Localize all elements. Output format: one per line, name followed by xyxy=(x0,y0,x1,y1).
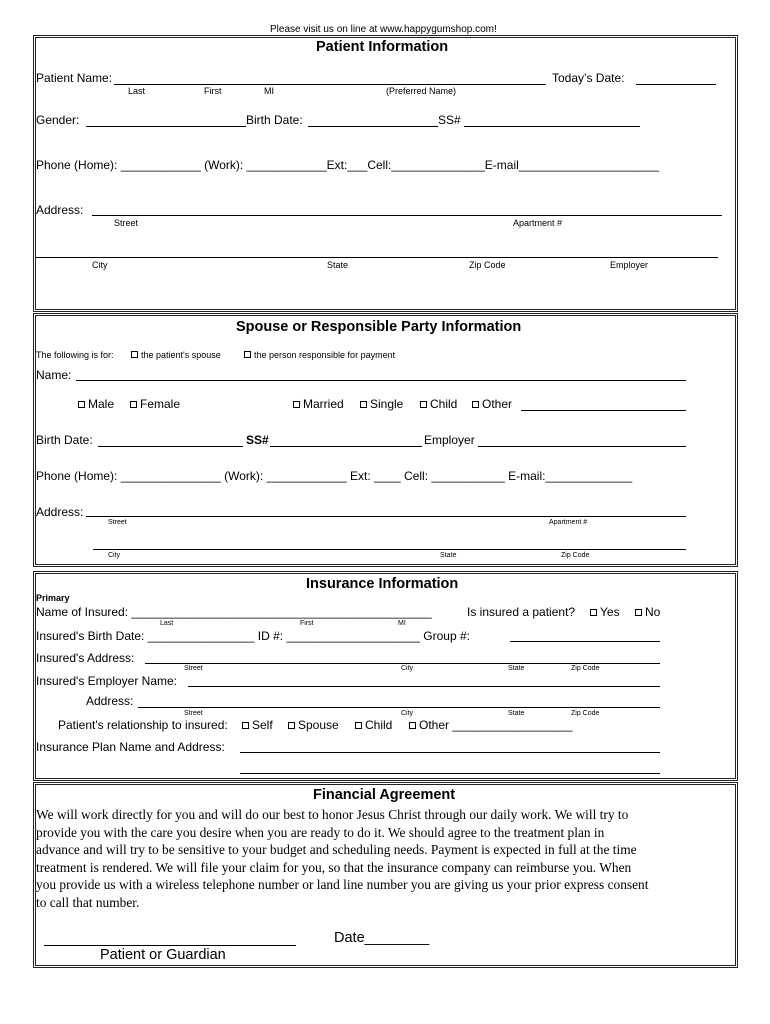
spouse-name-field[interactable] xyxy=(76,380,686,381)
checkbox-icon xyxy=(288,722,295,729)
relationship-label: Patient's relationship to insured: xyxy=(58,718,228,732)
insured-birth-line[interactable]: Insured's Birth Date: ________________ ID #: ____________________ Group #: xyxy=(36,629,470,643)
checkbox-icon xyxy=(244,351,251,358)
signer-label: Patient or Guardian xyxy=(100,947,226,963)
checkbox-icon xyxy=(131,351,138,358)
single-checkbox[interactable] xyxy=(360,397,403,411)
opt-spouse-label: the patient's spouse xyxy=(141,350,221,360)
ins-other-label: Other __________________ xyxy=(419,718,573,732)
financial-line: We will work directly for you and will do our best to honor Jesus Christ through our daily work. We will try to xyxy=(36,807,629,822)
date-line[interactable]: Date________ xyxy=(334,930,430,946)
ins-sub-state-2: State xyxy=(508,710,525,717)
group-field[interactable] xyxy=(510,641,660,642)
ins-sub-state: State xyxy=(508,665,525,672)
employer-address-label: Address: xyxy=(86,694,134,708)
spouse-ss-label: SS# xyxy=(246,433,269,447)
spouse-city-field[interactable] xyxy=(93,549,686,550)
self-label: Self xyxy=(252,718,273,732)
sub-label-state: State xyxy=(327,260,349,270)
ins-sub-last: Last xyxy=(160,620,174,627)
checkbox-icon xyxy=(130,401,137,408)
ins-sub-zip-2: Zip Code xyxy=(571,710,600,717)
sub-label-preferred: (Preferred Name) xyxy=(386,86,457,96)
financial-line: treatment is rendered. We will file your claim for you, so that the insurance company can reimburse you. When xyxy=(36,859,632,875)
sub-label-first: First xyxy=(204,86,222,96)
insured-employer-label: Insured's Employer Name: xyxy=(36,674,178,688)
ins-sub-street-2: Street xyxy=(184,710,203,717)
patient-street-field[interactable] xyxy=(92,215,722,216)
sub-label-zip: Zip Code xyxy=(469,260,506,270)
signature-field[interactable] xyxy=(44,945,296,946)
spouse-ss-field[interactable] xyxy=(270,446,422,447)
patient-address-label: Address: xyxy=(36,203,84,217)
financial-line: provide you with the care you desire when you are ready to do it. We should agree to the treatment plan in xyxy=(36,824,605,840)
checkbox-icon xyxy=(472,401,479,408)
spouse-sub-street: Street xyxy=(108,519,127,526)
male-label: Male xyxy=(88,397,115,411)
ins-sub-city-2: City xyxy=(401,710,414,717)
spouse-sub-state: State xyxy=(440,552,457,559)
for-label: The following is for: xyxy=(36,350,114,360)
patient-name-label: Patient Name: xyxy=(36,71,113,85)
financial-line: to call that number. xyxy=(36,894,140,910)
checkbox-icon xyxy=(360,401,367,408)
checkbox-icon xyxy=(293,401,300,408)
sub-label-last: Last xyxy=(128,86,146,96)
insured-address-field[interactable] xyxy=(145,663,660,664)
spouse-sub-city: City xyxy=(108,552,121,559)
no-checkbox[interactable] xyxy=(635,605,660,619)
sub-label-mi: MI xyxy=(264,86,274,96)
patient-phone-line[interactable]: Phone (Home): ____________ (Work): ____________Ext:___Cell:______________E-mail_____________________ xyxy=(36,158,659,172)
patient-city-field[interactable] xyxy=(36,257,718,258)
primary-label: Primary xyxy=(36,593,70,603)
financial-title: Financial Agreement xyxy=(313,787,456,803)
todays-date-label: Today’s Date: xyxy=(552,71,625,85)
spouse-street-field[interactable] xyxy=(86,516,686,517)
sub-label-city: City xyxy=(92,260,108,270)
is-patient-label: Is insured a patient? xyxy=(467,605,576,619)
checkbox-icon xyxy=(355,722,362,729)
employer-address-field[interactable] xyxy=(138,707,660,708)
yes-checkbox[interactable] xyxy=(590,605,620,619)
spouse-birth-label: Birth Date: xyxy=(36,433,93,447)
ss-field[interactable] xyxy=(464,126,640,127)
sub-label-street: Street xyxy=(114,218,139,228)
female-label: Female xyxy=(140,397,181,411)
spouse-birth-field[interactable] xyxy=(98,446,243,447)
todays-date-field[interactable] xyxy=(636,84,716,85)
sub-label-employer: Employer xyxy=(610,260,649,270)
checkbox-icon xyxy=(409,722,416,729)
insured-address-label: Insured's Address: xyxy=(36,651,135,665)
married-checkbox[interactable] xyxy=(293,397,344,411)
spouse-employer-label: Employer xyxy=(424,433,475,447)
ins-sub-zip: Zip Code xyxy=(571,665,600,672)
spouse-title: Spouse or Responsible Party Information xyxy=(236,319,522,335)
female-checkbox[interactable] xyxy=(130,397,180,411)
single-label: Single xyxy=(370,397,404,411)
opt-spouse-checkbox[interactable] xyxy=(131,350,221,360)
insured-name-line[interactable]: Name of Insured: _____________________________________________ xyxy=(36,605,432,619)
spouse-name-label: Name: xyxy=(36,368,72,382)
male-checkbox[interactable] xyxy=(78,397,114,411)
ins-child-checkbox[interactable] xyxy=(355,718,392,732)
opt-responsible-checkbox[interactable] xyxy=(244,350,395,360)
patient-name-field[interactable] xyxy=(114,84,546,85)
spouse-label: Spouse xyxy=(298,718,339,732)
yes-label: Yes xyxy=(600,605,620,619)
self-checkbox[interactable] xyxy=(242,718,273,732)
spouse-sub-zip: Zip Code xyxy=(561,552,590,559)
plan-field-1[interactable] xyxy=(240,752,660,753)
gender-label: Gender: xyxy=(36,113,80,127)
spouse-phone-line[interactable]: Phone (Home): _______________ (Work): ____________ Ext: ____ Cell: ___________ E-mail:_____________ xyxy=(36,469,633,483)
ins-sub-first: First xyxy=(300,620,314,627)
no-label: No xyxy=(645,605,661,619)
married-label: Married xyxy=(303,397,344,411)
patient-info-title: Patient Information xyxy=(316,39,449,55)
checkbox-icon xyxy=(590,609,597,616)
spouse-address-label: Address: xyxy=(36,505,84,519)
header-website-note: Please visit us on line at www.happygumshop.com! xyxy=(270,24,497,35)
ss-label: SS# xyxy=(438,113,461,127)
insured-employer-field[interactable] xyxy=(188,686,660,687)
other-label: Other xyxy=(482,397,513,411)
checkbox-icon xyxy=(420,401,427,408)
checkbox-icon xyxy=(635,609,642,616)
ins-child-label: Child xyxy=(365,718,393,732)
birth-date-label: Birth Date: xyxy=(246,113,303,127)
checkbox-icon xyxy=(242,722,249,729)
spouse-checkbox[interactable] xyxy=(288,718,339,732)
financial-line: advance and will try to be sensitive to your budget and scheduling needs. Payment is expected in full at the time xyxy=(36,842,637,858)
spouse-sub-apartment: Apartment # xyxy=(549,519,588,526)
child-checkbox[interactable] xyxy=(420,397,457,411)
child-label: Child xyxy=(430,397,458,411)
checkbox-icon xyxy=(78,401,85,408)
ins-other-checkbox[interactable] xyxy=(409,718,572,732)
ins-sub-mi: MI xyxy=(398,620,406,627)
sub-label-apartment: Apartment # xyxy=(513,218,563,228)
insurance-title: Insurance Information xyxy=(306,576,459,592)
other-checkbox[interactable] xyxy=(472,397,512,411)
ins-sub-street: Street xyxy=(184,665,203,672)
spouse-employer-field[interactable] xyxy=(478,446,686,447)
financial-agreement-text xyxy=(36,806,736,912)
other-field[interactable] xyxy=(521,410,686,411)
plan-field-2[interactable] xyxy=(240,773,660,774)
ins-sub-city: City xyxy=(401,665,414,672)
opt-responsible-label: the person responsible for payment xyxy=(254,350,396,360)
plan-label: Insurance Plan Name and Address: xyxy=(36,740,225,754)
patient-info-section xyxy=(33,35,738,312)
gender-field[interactable] xyxy=(86,126,246,127)
financial-line: you provide us with a wireless telephone number or land line number you are giving us your prior express consent xyxy=(36,877,649,893)
birth-date-field[interactable] xyxy=(308,126,438,127)
